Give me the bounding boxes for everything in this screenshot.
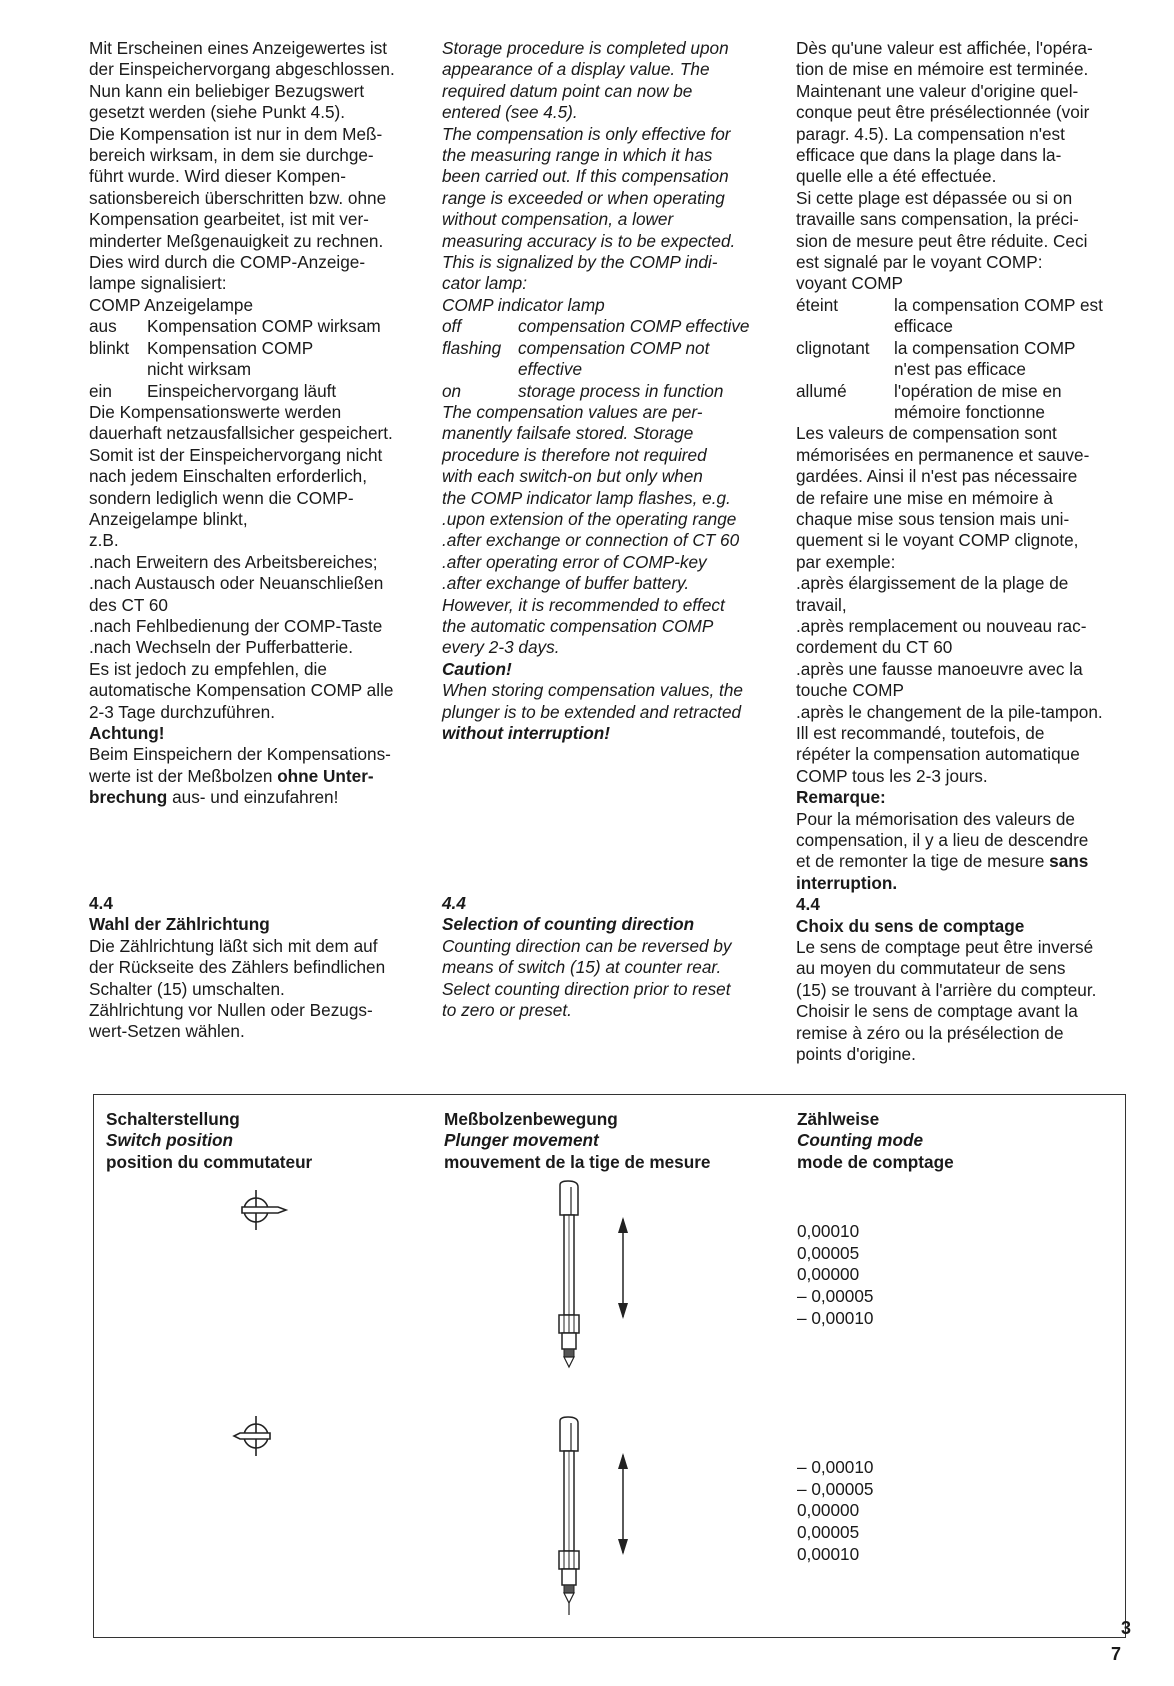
text-line: .nach Austausch oder Neuanschließen [89,573,384,594]
lamp-state-row [442,359,782,380]
text-line: gardées. Ainsi il n'est pas nécessaire [796,466,1078,487]
lamp-state-row [442,316,782,337]
page-number: 7 [1111,1644,1122,1664]
text-line: – 0,00010 [797,1307,874,1328]
lamp-state-value: n'est pas efficace [894,359,1026,380]
french-paragraph-2 [796,423,1126,787]
french-paragraph [796,38,1126,295]
lamp-state-value: effective [518,359,583,380]
german-caution-title: Achtung! [89,723,165,743]
text-line: means of switch (15) at counter rear. [442,957,722,978]
text-line: au moyen du commutateur de sens [796,958,1066,979]
lamp-state-value: la compensation COMP [894,337,1076,358]
text-line: When storing compensation values, the [442,680,743,701]
text-line: measuring accuracy is to be expected. [442,230,736,251]
header-en: Plunger movement [444,1130,599,1151]
text-line: Si cette plage est dépassée ou si on [796,187,1073,208]
text-line: the automatic compensation COMP [442,615,714,636]
text-line: Die Zählrichtung läßt sich mit dem auf [89,935,378,956]
lamp-state-key: allumé [796,380,847,401]
counting-values-row-1 [797,1221,873,1330]
lamp-state-value: compensation COMP effective [518,316,750,337]
text-line: paragr. 4.5). La compensation n'est [796,123,1065,144]
text-line: – 0,00005 [797,1286,874,1307]
header-de: Schalterstellung [106,1109,240,1129]
text-line: entered (see 4.5). [442,102,578,123]
german-section-number: 4.4 [89,893,113,913]
plunger-icon [550,1417,640,1627]
lamp-state-row [442,338,782,359]
header-en: Counting mode [797,1130,924,1151]
lamp-state-value: Kompensation COMP wirksam [147,316,381,337]
bold-text: brechung [89,787,168,808]
english-section-text [442,936,782,1022]
header-fr: position du commutateur [106,1151,313,1172]
lamp-state-value: la compensation COMP est [894,294,1103,315]
lamp-state-value: compensation COMP not [518,337,710,358]
bold-text: ohne Unter- [277,765,374,786]
text-line: 0,00005 [797,1522,860,1543]
switch-left-icon [234,1411,304,1461]
lamp-state-key: on [442,380,462,401]
table-header-counting-mode [797,1109,954,1173]
text-line: 0,00005 [797,1242,860,1263]
text-line: de refaire une mise en mémoire à [796,487,1053,508]
text-line: travaille sans compensation, la préci- [796,209,1079,230]
text-line: est signalé par le voyant COMP: [796,252,1043,273]
text-line: Kompensation gearbeitet, ist mit ver- [89,209,369,230]
text-line: quelle elle a été effectuée. [796,166,997,187]
german-caution-line [89,766,419,787]
text-line: COMP Anzeigelampe [89,294,254,315]
text-line: Anzeigelampe blinkt, [89,508,248,529]
table-header-switch-position [106,1109,312,1173]
lamp-state-key: aus [89,316,117,337]
text-line: bereich wirksam, in dem sie durchge- [89,145,374,166]
text-line: Mit Erscheinen eines Anzeigewertes ist [89,38,388,58]
text-line: .nach Wechseln der Pufferbatterie. [89,637,354,658]
text-line: des CT 60 [89,594,168,615]
text-line: 0,00000 [797,1264,860,1285]
french-lamp-states [796,295,1126,423]
text-line: nach jedem Einschalten erforderlich, [89,466,368,487]
text-line: voyant COMP [796,273,903,294]
text-line: .after operating error of COMP-key [442,551,707,572]
english-caution-text [442,680,782,723]
lamp-state-row [796,402,1126,423]
text-line: 0,00010 [797,1221,860,1241]
lamp-state-row [796,295,1126,316]
lamp-state-row [796,316,1126,337]
text-line: .after exchange of buffer battery. [442,573,690,594]
french-caution-line: interruption. [796,872,898,893]
text-line: führt wurde. Wird dieser Kompen- [89,166,346,187]
text-line: dauerhaft netzausfallsicher gespeichert. [89,423,393,444]
english-column [442,38,782,744]
text-line: (15) se trouvant à l'arrière du compteur. [796,979,1097,1000]
text-line: .upon extension of the operating range [442,508,737,529]
bold-text: sans [1049,851,1089,872]
lamp-state-row [796,359,1126,380]
german-paragraph [89,38,419,316]
english-lamp-states [442,316,782,402]
text: aus- und einzufahren! [167,787,339,808]
text-line: Schalter (15) umschalten. [89,978,285,999]
text-line: wert-Setzen wählen. [89,1021,245,1042]
text-line: every 2-3 days. [442,637,560,658]
text-line: Pour la mémorisation des valeurs de [796,808,1075,829]
text-line: Die Kompensationswerte werden [89,401,342,422]
text-line: der Einspeichervorgang abgeschlossen. [89,59,395,80]
lamp-state-key [89,359,147,380]
table-header-plunger-movement [444,1109,711,1173]
german-section-text [89,936,419,1043]
lamp-state-key [796,316,894,337]
text-line: minderter Meßgenauigkeit zu rechnen. [89,230,384,251]
text-line: cator lamp: [442,273,528,294]
text-line: conque peut être présélectionnée (voir [796,102,1090,123]
german-lamp-states [89,316,419,402]
text-line: the COMP indicator lamp flashes, e.g. [442,487,731,508]
header-en: Switch position [106,1130,233,1151]
text-line: .nach Fehlbedienung der COMP-Taste [89,615,383,636]
text-line: Dès qu'une valeur est affichée, l'opéra- [796,38,1093,58]
text-line: Somit ist der Einspeichervorgang nicht [89,444,383,465]
lamp-state-key: ein [89,380,112,401]
german-section-4-4 [89,893,419,1043]
text-line: 0,00010 [797,1543,860,1564]
plunger-icon [550,1181,640,1381]
text-line: .after exchange or connection of CT 60 [442,530,740,551]
text-line: touche COMP [796,680,904,701]
lamp-state-key [796,402,894,423]
text-line: range is exceeded or when operating [442,187,725,208]
switch-right-icon [234,1185,304,1235]
text-line: COMP indicator lamp [442,294,605,315]
text-line: COMP tous les 2-3 jours. [796,765,988,786]
german-section-title: Wahl der Zählrichtung [89,914,270,935]
text-line: .après remplacement ou nouveau rac- [796,615,1087,636]
french-column [796,38,1126,1066]
text-line: required datum point can now be [442,80,693,101]
lamp-state-value: efficace [894,316,953,337]
lamp-state-row [442,381,782,402]
text-line: travail, [796,594,847,615]
lamp-state-row [89,316,419,337]
lamp-state-row [796,338,1126,359]
lamp-state-value: l'opération de mise en [894,380,1062,401]
text-line: This is signalized by the COMP indi- [442,252,718,273]
text-line: – 0,00010 [797,1457,874,1477]
text-line: manently failsafe stored. Storage [442,423,694,444]
french-section-number: 4.4 [796,894,820,915]
text-line: appearance of a display value. The [442,59,710,80]
lamp-state-row [89,381,419,402]
text-line: Nun kann ein beliebiger Bezugswert [89,80,365,101]
text-line: automatische Kompensation COMP alle [89,680,394,701]
text-line: procedure is therefore not required [442,444,707,465]
text-line: points d'origine. [796,1044,916,1065]
header-fr: mouvement de la tige de mesure [444,1151,711,1172]
counting-direction-table [93,1094,1126,1638]
french-section-title: Choix du sens de comptage [796,915,1025,936]
text-line: cordement du CT 60 [796,637,953,658]
text-line: Counting direction can be reversed by [442,935,732,956]
text-line: par exemple: [796,551,896,572]
english-caution-bold: without interruption! [442,723,611,743]
french-caution-text [796,809,1126,852]
text-line: .nach Erweitern des Arbeitsbereiches; [89,551,378,572]
french-section-text [796,937,1126,1065]
lamp-state-key [442,359,518,380]
text-line: plunger is to be extended and retracted [442,701,742,722]
text-line: Select counting direction prior to reset [442,978,731,999]
text-line: z.B. [89,530,119,551]
text-line: with each switch-on but only when [442,466,703,487]
lamp-state-value: storage process in function [518,380,724,401]
lamp-state-key: éteint [796,294,839,315]
header-fr: mode de comptage [797,1151,954,1172]
text-line: The compensation values are per- [442,401,703,422]
text-line: to zero or preset. [442,1000,572,1021]
text: werte ist der Meßbolzen [89,765,278,786]
text-line: However, it is recommended to effect [442,594,725,615]
text-line: gesetzt werden (siehe Punkt 4.5). [89,102,346,123]
lamp-state-key: flashing [442,337,502,358]
text-line: Le sens de comptage peut être inversé [796,937,1094,958]
text-line: répéter la compensation automatique [796,744,1080,765]
text-line: – 0,00005 [797,1478,874,1499]
german-caution-line [89,787,419,808]
text-line: mémorisées en permanence et sauve- [796,444,1090,465]
text-line: Storage procedure is completed upon [442,38,729,58]
english-section-4-4 [442,893,782,1021]
text-line: without compensation, a lower [442,209,674,230]
text-line: der Rückseite des Zählers befindlichen [89,957,386,978]
text-line: Maintenant une valeur d'origine quel- [796,80,1079,101]
header-de: Zählweise [797,1109,880,1129]
english-section-number: 4.4 [442,893,466,913]
text-line: chaque mise sous tension mais uni- [796,508,1070,529]
text-line: Es ist jedoch zu empfehlen, die [89,658,327,679]
text-line: efficace que dans la plage dans la- [796,145,1062,166]
german-column [89,38,419,809]
lamp-state-key: clignotant [796,337,870,358]
english-paragraph [442,38,782,316]
text-line: .après une fausse manoeuvre avec la [796,658,1083,679]
text-line: .après élargissement de la plage de [796,573,1069,594]
page-number-top: 3 [1121,1618,1132,1638]
text-line: Dies wird durch die COMP-Anzeige- [89,252,366,273]
lamp-state-value: mémoire fonctionne [894,401,1045,422]
lamp-state-value: Einspeichervorgang läuft [147,380,337,401]
text-line: Les valeurs de compensation sont [796,423,1057,444]
text-line: Die Kompensation ist nur in dem Meß- [89,123,383,144]
text-line: sondern lediglich wenn die COMP- [89,487,354,508]
lamp-state-value: nicht wirksam [147,359,252,380]
text-line: The compensation is only effective for [442,123,731,144]
english-caution-title: Caution! [442,658,512,679]
lamp-state-row [796,381,1126,402]
text-line: 0,00000 [797,1500,860,1521]
lamp-state-row [89,359,419,380]
french-caution-line [796,851,1126,872]
english-paragraph-2 [442,402,782,659]
text-line: compensation, il y a lieu de descendre [796,830,1089,851]
lamp-state-value: Kompensation COMP [147,337,314,358]
german-caution-line: Beim Einspeichern der Kompensations- [89,744,391,765]
lamp-state-row [89,338,419,359]
text-line: sion de mesure peut être réduite. Ceci [796,230,1088,251]
text: et de remonter la tige de mesure [796,851,1050,872]
text-line: sationsbereich überschritten bzw. ohne [89,187,387,208]
counting-values-row-2 [797,1457,873,1566]
text-line: Zählrichtung vor Nullen oder Bezugs- [89,1000,373,1021]
lamp-state-key: off [442,316,462,337]
text-line: .après le changement de la pile-tampon. [796,701,1103,722]
text-line: lampe signalisiert: [89,273,227,294]
text-line: 2-3 Tage durchzuführen. [89,701,276,722]
header-de: Meßbolzenbewegung [444,1109,618,1129]
text-line: quement si le voyant COMP clignote, [796,530,1079,551]
lamp-state-key [796,359,894,380]
text-line: tion de mise en mémoire est terminée. [796,59,1089,80]
text-line: the measuring range in which it has [442,145,713,166]
text-line: Ill est recommandé, toutefois, de [796,723,1045,743]
text-line: Choisir le sens de comptage avant la [796,1001,1078,1022]
text-line: remise à zéro ou la présélection de [796,1022,1064,1043]
german-paragraph-2 [89,402,419,723]
french-caution-title: Remarque: [796,787,886,808]
text-line: been carried out. If this compensation [442,166,729,187]
english-section-title: Selection of counting direction [442,914,695,935]
lamp-state-key: blinkt [89,337,130,358]
